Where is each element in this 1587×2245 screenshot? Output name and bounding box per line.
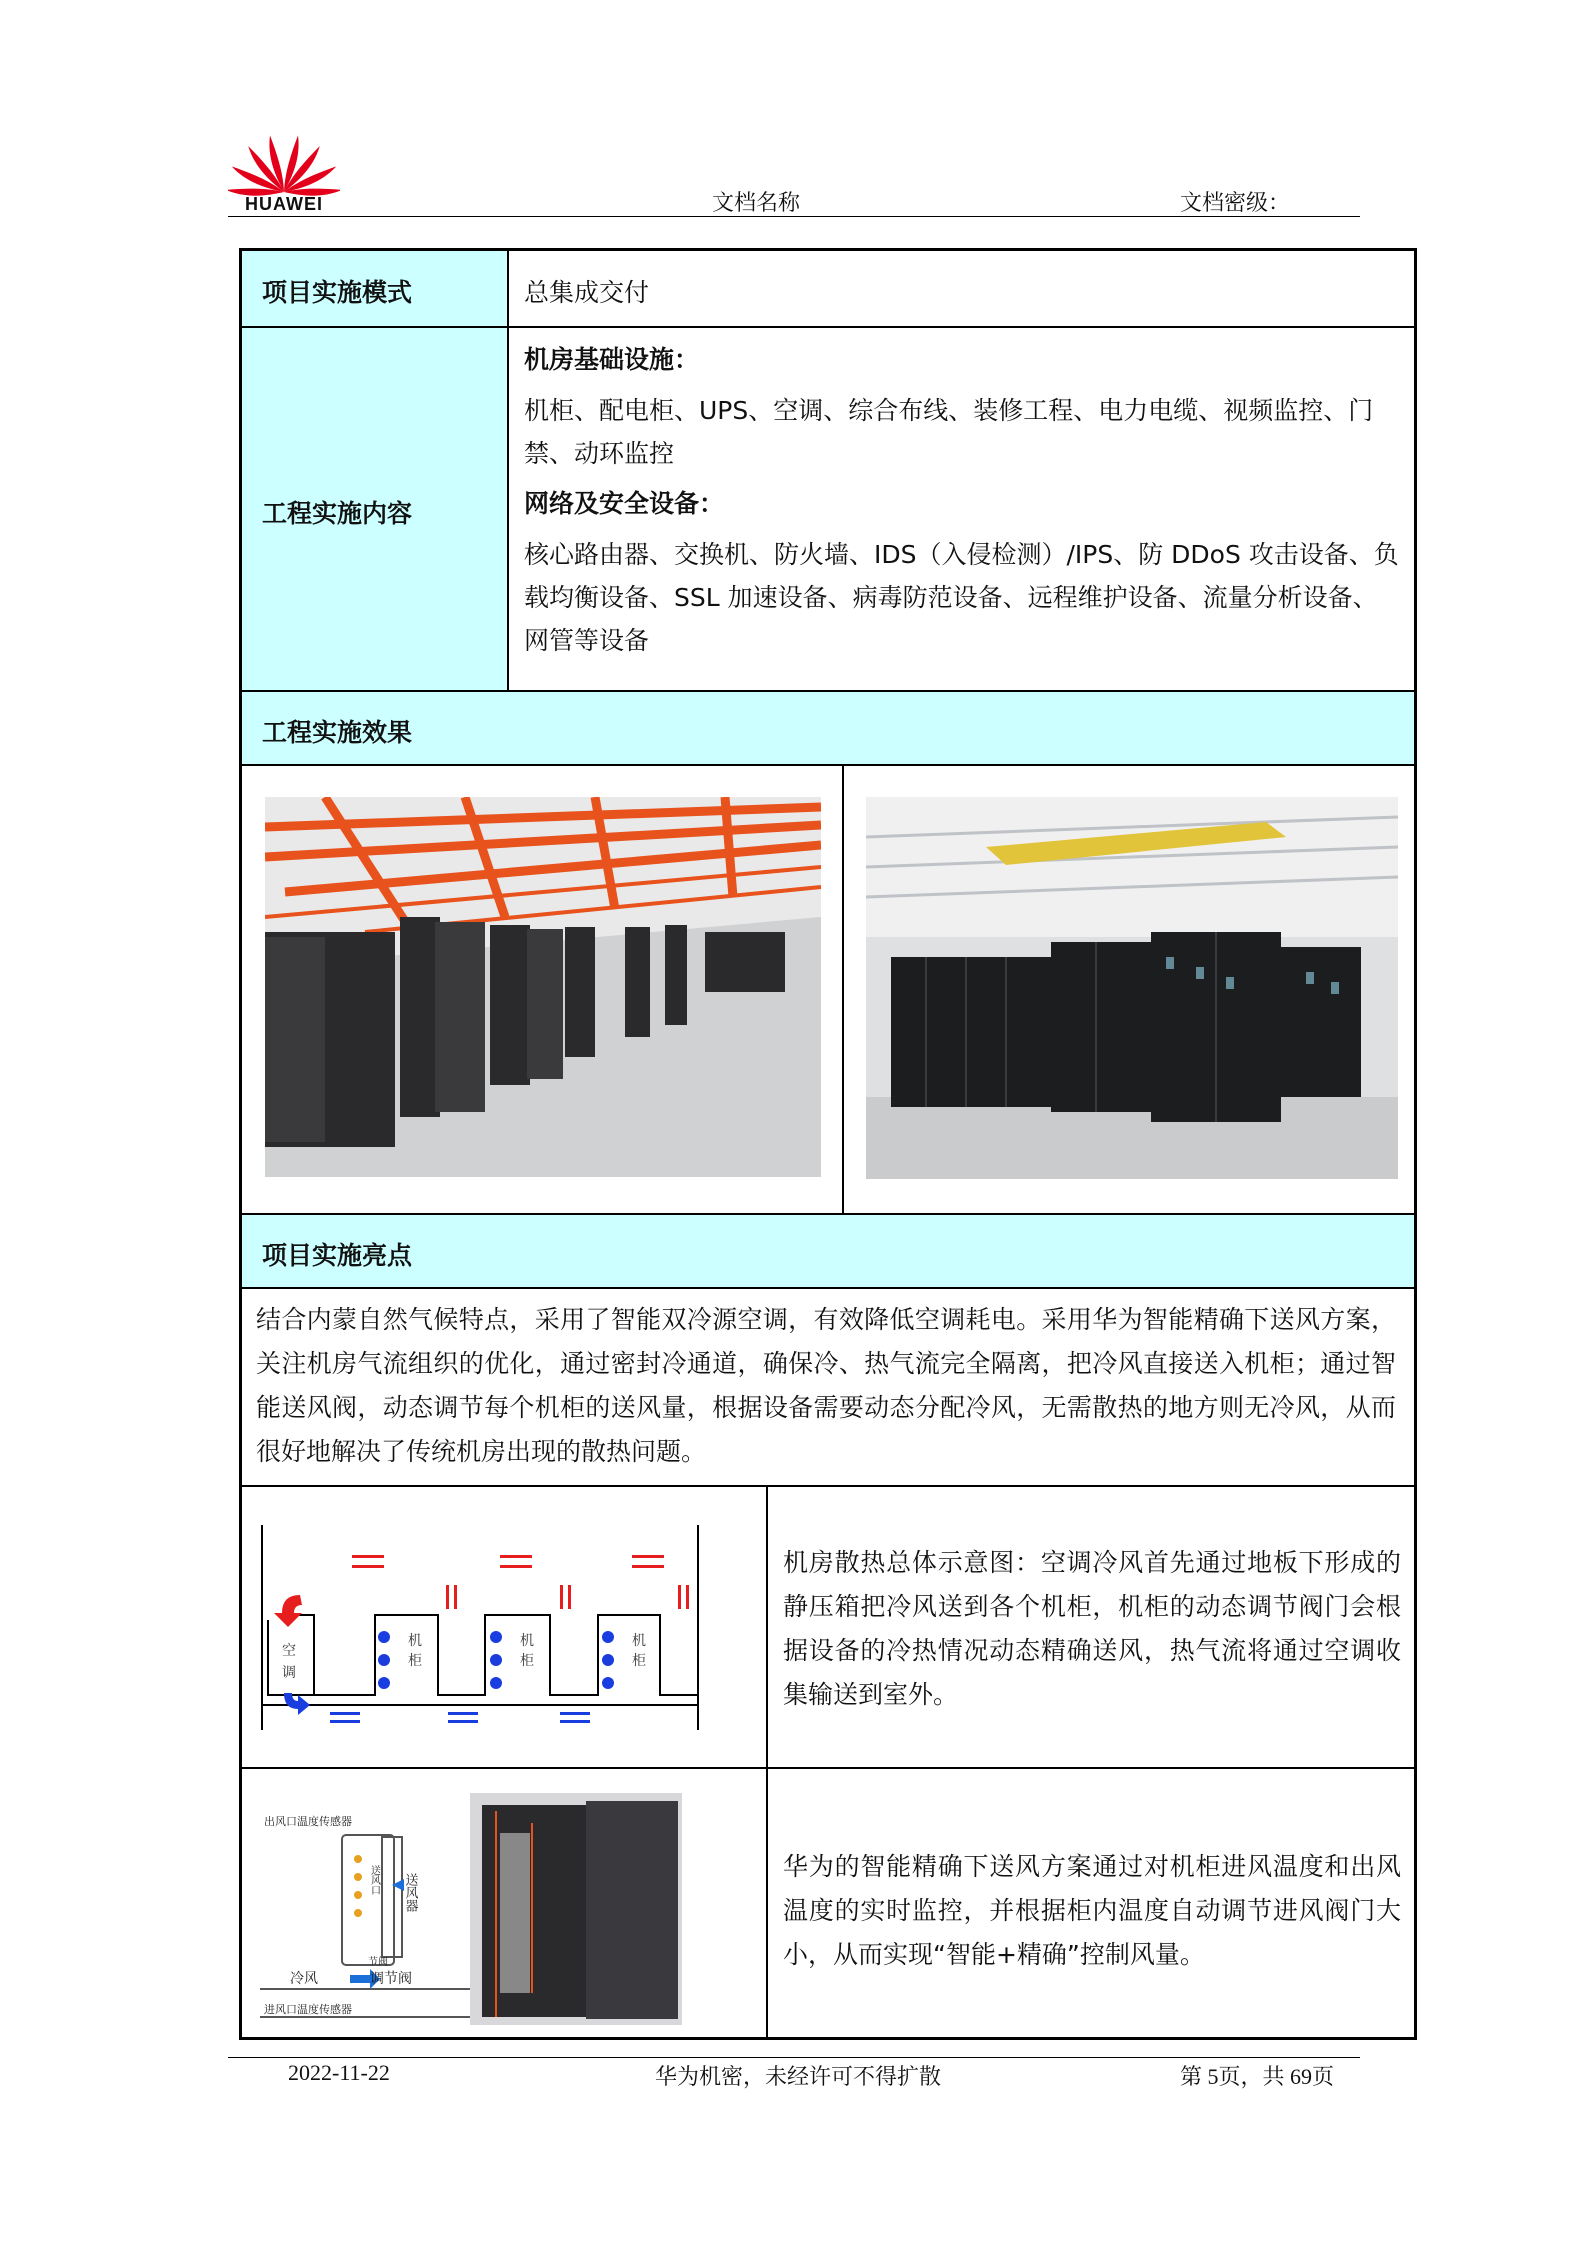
infra-text: 机柜、配电柜、UPS、空调、综合布线、装修工程、电力电缆、视频监控、门禁、动环监控	[524, 396, 1374, 468]
diagram1-text: 机房散热总体示意图：空调冷风首先通过地板下形成的静压箱把冷风送到各个机柜，机柜的动态调节阀门会根据设备的冷热情况动态精确送风，热气流将通过空调收集输送到室外。	[783, 1548, 1401, 1709]
footer-page-number: 第 5页，共 69页	[1180, 2064, 1335, 2089]
fan-label: 送风器	[402, 1873, 418, 1912]
precise-air-supply-diagram	[260, 1793, 722, 2025]
document-name: 文档名称	[712, 191, 801, 216]
airflow-diagram	[260, 1515, 700, 1739]
datacenter-photo-cabinet-rows	[866, 797, 1398, 1179]
datacenter-photo-orange-racks	[265, 797, 821, 1177]
valve-label: 节阀	[368, 1957, 388, 1968]
highlight-label-cell	[242, 1215, 1414, 1287]
header-rule	[228, 216, 1360, 217]
row-divider	[242, 1767, 1414, 1769]
cabinet-label-2: 柜	[520, 1653, 534, 1669]
infra-title: 机房基础设施：	[524, 345, 700, 374]
effect-label: 工程实施效果	[262, 718, 413, 747]
highlight-label: 项目实施亮点	[262, 1241, 413, 1270]
regulating-valve-label: 调节阀	[370, 1971, 412, 1987]
supply-port-label: 送风口	[368, 1865, 380, 1895]
ac-label-1: 空	[282, 1643, 296, 1659]
ac-label-2: 调	[282, 1665, 296, 1681]
cabinet-label-2: 柜	[408, 1653, 422, 1669]
row-divider	[242, 764, 1414, 766]
column-divider	[842, 764, 844, 1215]
outlet-sensor-label: 出风口温度传感器	[264, 1815, 352, 1828]
diagram2-text: 华为的智能精确下送风方案通过对机柜进风温度和出风温度的实时监控，并根据柜内温度自动调节进风阀门大小，从而实现“智能+精确”控制风量。	[783, 1852, 1401, 1969]
project-table	[239, 248, 1417, 2040]
row-divider	[242, 1485, 1414, 1487]
network-text: 核心路由器、交换机、防火墙、IDS（入侵检测）/IPS、防 DDoS 攻击设备、负载均衡设备、SSL 加速设备、病毒防范设备、远程维护设备、流量分析设备、网管等设备	[524, 540, 1399, 655]
network-title: 网络及安全设备：	[524, 489, 725, 518]
document-security-level: 文档密级：	[1180, 191, 1291, 216]
inlet-sensor-label: 进风口温度传感器	[264, 2003, 352, 2016]
cabinet-label-1: 机	[632, 1633, 646, 1649]
cold-air-label: 冷风	[290, 1971, 318, 1987]
cabinet-label-2: 柜	[632, 1653, 646, 1669]
footer-rule	[228, 2057, 1360, 2058]
footer-date: 2022-11-22	[288, 2060, 390, 2085]
footer-confidential: 华为机密，未经许可不得扩散	[655, 2064, 942, 2089]
cabinet-label-1: 机	[520, 1633, 534, 1649]
column-divider	[507, 251, 509, 690]
highlight-text: 结合内蒙自然气候特点，采用了智能双冷源空调，有效降低空调耗电。采用华为智能精确下送风方案，关注机房气流组织的优化，通过密封冷通道，确保冷、热气流完全隔离，把冷风直接送入机柜；通过智能送风阀，动态调节每个机柜的送风量，根据设备需要动态分配冷风，无需散热的地方则无冷风，从而很好地解决了传统机房出现的散热问题。	[256, 1305, 1396, 1466]
mode-label: 项目实施模式	[262, 278, 413, 307]
mode-value: 总集成交付	[524, 278, 650, 307]
row-divider	[242, 1287, 1414, 1289]
column-divider	[766, 1485, 768, 2037]
logo-wordmark: HUAWEI	[245, 194, 323, 214]
content-label: 工程实施内容	[262, 499, 413, 528]
cabinet-label-1: 机	[408, 1633, 422, 1649]
effect-label-cell	[242, 692, 1414, 764]
